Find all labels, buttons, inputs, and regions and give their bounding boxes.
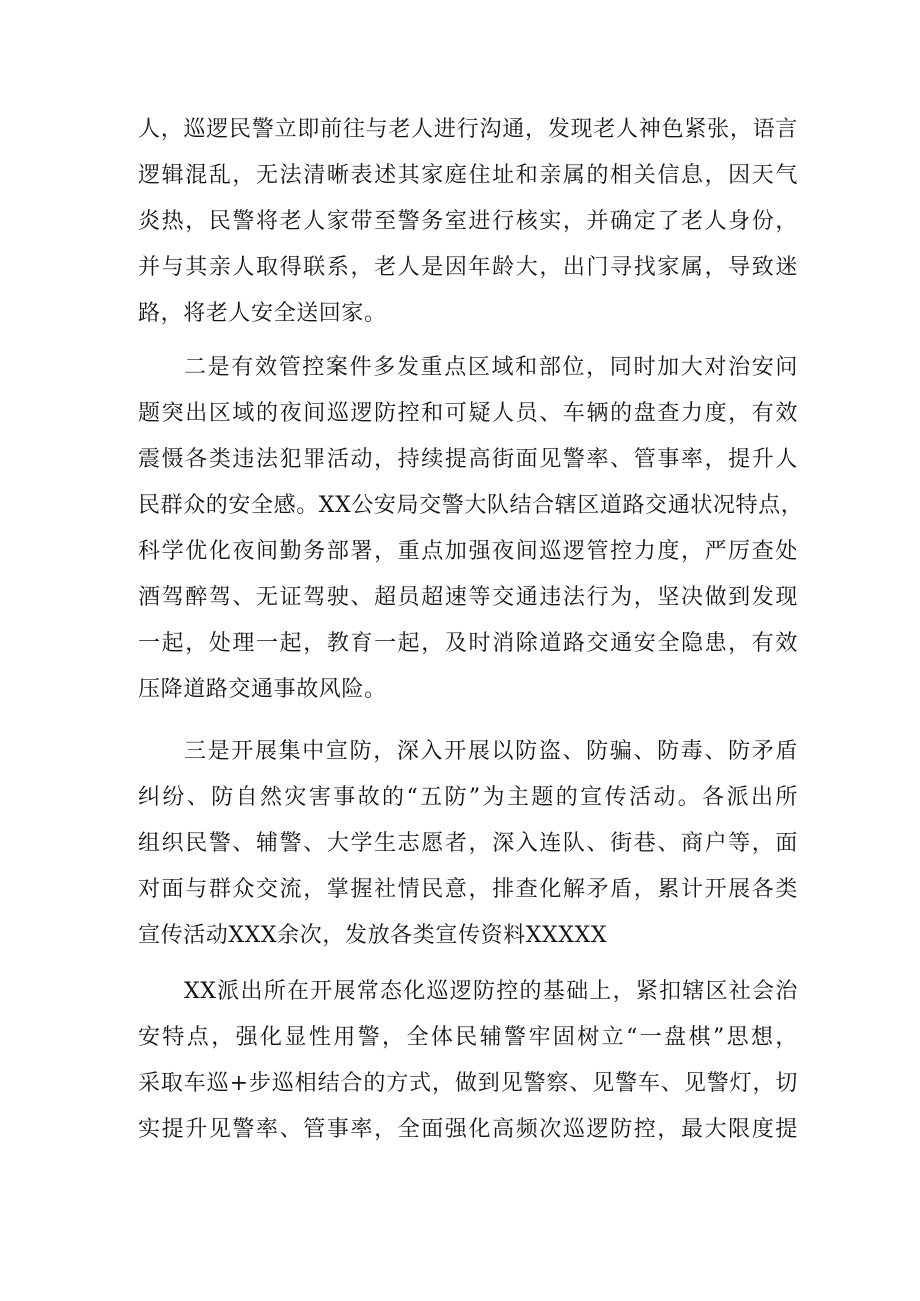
text-line: 并与其亲人取得联系，老人是因年龄大，出门寻找家属，导致迷	[138, 255, 798, 280]
text-line: 民群众的安全感。XX公安局交警大队结合辖区道路交通状况特点，	[138, 493, 804, 518]
text-line: 对面与群众交流，掌握社情民意，排查化解矛盾，累计开展各类	[138, 877, 798, 902]
text-line: 炎热，民警将老人家带至警务室进行核实，并确定了老人身份，	[138, 209, 798, 234]
text-line: 逻辑混乱，无法清晰表述其家庭住址和亲属的相关信息，因天气	[138, 163, 798, 188]
text-line: 一起，处理一起，教育一起，及时消除道路交通安全隐患，有效	[138, 631, 798, 656]
text-line: 压降道路交通事故风险。	[138, 677, 387, 702]
text-line: 人，巡逻民警立即前往与老人进行沟通，发现老人神色紧张，语言	[138, 117, 798, 142]
paragraph-first-line: XX派出所在开展常态化巡逻防控的基础上，紧扣辖区社会治	[184, 979, 798, 1004]
text-line: 题突出区域的夜间巡逻防控和可疑人员、车辆的盘查力度，有效	[138, 401, 798, 426]
text-line: 采取车巡+步巡相结合的方式，做到见警察、见警车、见警灯，切	[138, 1071, 798, 1096]
text-line: 酒驾醉驾、无证驾驶、超员超速等交通违法行为，坚决做到发现	[138, 585, 798, 610]
text-line: 震慑各类违法犯罪活动，持续提高街面见警率、管事率，提升人	[138, 447, 798, 472]
paragraph-first-line: 三是开展集中宣防，深入开展以防盗、防骗、防毒、防矛盾	[184, 739, 798, 764]
text-line: 纠纷、防自然灾害事故的“五防”为主题的宣传活动。各派出所	[138, 785, 798, 810]
text-line: 实提升见警率、管事率，全面强化高频次巡逻防控，最大限度提	[138, 1117, 798, 1142]
text-line: 安特点，强化显性用警，全体民辅警牢固树立“一盘棋”思想，	[138, 1025, 798, 1050]
text-line: 宣传活动XXX余次，发放各类宣传资料XXXXX	[138, 923, 608, 948]
text-line: 路，将老人安全送回家。	[138, 301, 387, 326]
text-line: 组织民警、辅警、大学生志愿者，深入连队、街巷、商户等，面	[138, 831, 798, 856]
paragraph-first-line: 二是有效管控案件多发重点区域和部位，同时加大对治安问	[184, 355, 798, 380]
text-line: 科学优化夜间勤务部署，重点加强夜间巡逻管控力度，严厉查处	[138, 539, 798, 564]
